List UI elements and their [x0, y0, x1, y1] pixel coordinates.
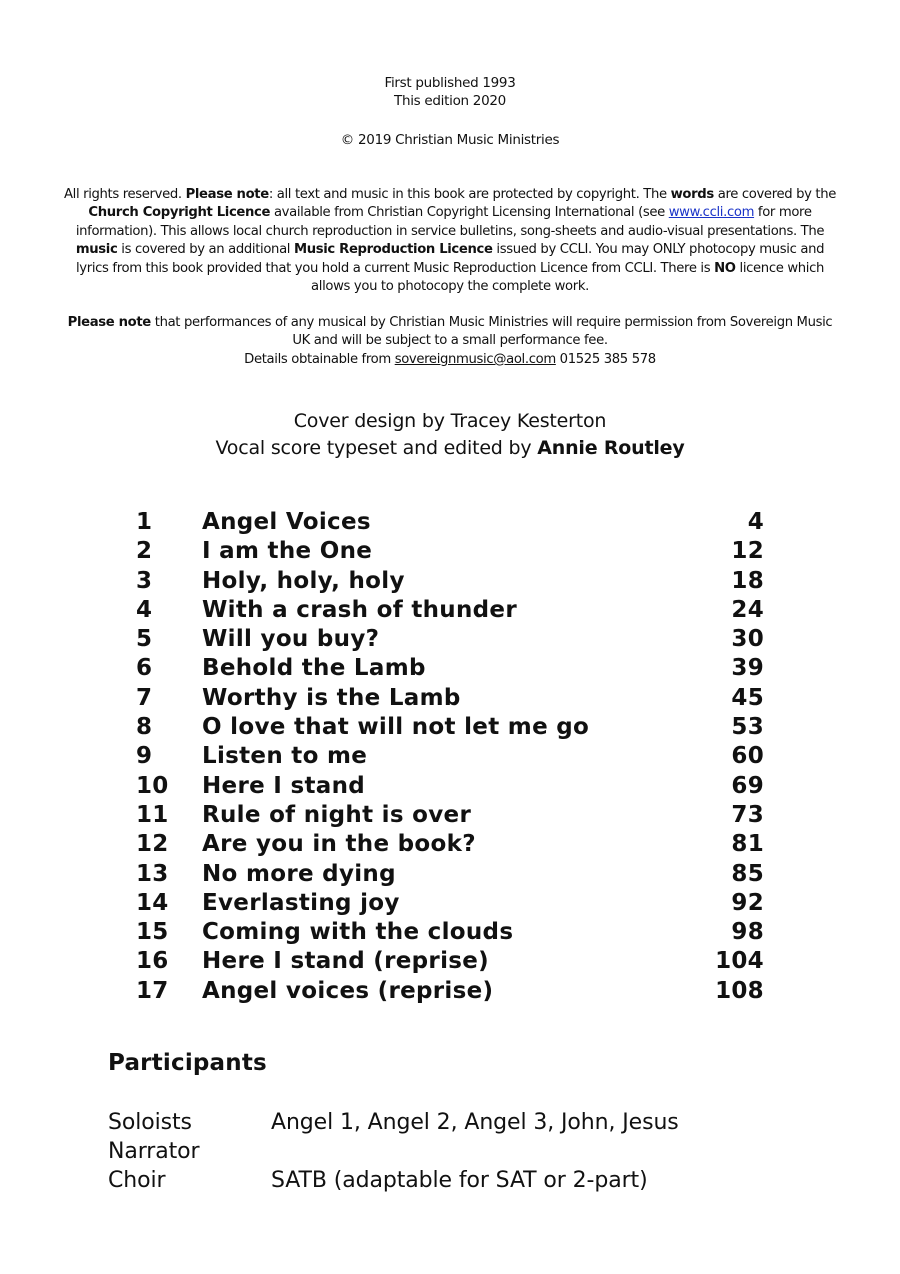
toc-title: Angel Voices	[202, 509, 371, 535]
toc-row[interactable]	[0, 508, 900, 537]
phone-number: 01525 385 578	[555, 351, 656, 367]
copyright-notice-paragraph	[60, 186, 840, 296]
toc-page-number: 24	[731, 596, 764, 623]
notice-text: for more information). This allows local church reproduction in service bulletins, song-sheets and audio-visual presentations. The	[75, 205, 825, 239]
toc-row[interactable]	[0, 537, 900, 566]
toc-page-number: 73	[731, 801, 764, 828]
ccli-link[interactable]: www.ccli.com	[668, 205, 755, 221]
table-of-contents	[0, 508, 900, 1006]
toc-title: Listen to me	[202, 743, 368, 770]
notice-emphasis: music	[75, 242, 118, 258]
credit-text: Vocal score typeset and edited by	[215, 437, 538, 459]
notice-text: is covered by an additional	[117, 242, 294, 258]
toc-number: 9	[136, 743, 153, 770]
notice-emphasis: words	[670, 187, 714, 202]
toc-row[interactable]	[0, 596, 900, 625]
toc-row[interactable]	[0, 742, 900, 771]
toc-number: 12	[136, 831, 169, 858]
toc-page-number: 30	[731, 626, 764, 653]
credits-block	[0, 408, 900, 462]
toc-number: 8	[136, 714, 153, 741]
toc-number: 5	[136, 626, 153, 653]
toc-title: Everlasting joy	[202, 889, 400, 916]
toc-number: 6	[136, 655, 153, 682]
participant-value: SATB (adaptable for SAT or 2-part)	[271, 1168, 648, 1193]
edition-text: This edition 2020	[394, 93, 506, 109]
notice-emphasis: NO	[714, 260, 736, 276]
toc-page-number: 4	[747, 509, 764, 535]
toc-row[interactable]	[0, 947, 900, 976]
toc-number: 10	[136, 772, 169, 799]
notice-text: licence which allows you to photocopy the complete work.	[311, 260, 824, 295]
toc-row[interactable]	[0, 772, 900, 801]
toc-row[interactable]	[0, 889, 900, 918]
toc-page-number: 81	[731, 831, 764, 858]
participant-label: Choir	[108, 1168, 166, 1193]
toc-number: 11	[136, 801, 169, 828]
toc-title: Coming with the clouds	[202, 919, 514, 946]
participants-heading: Participants	[108, 1050, 267, 1076]
toc-number: 17	[136, 977, 169, 1004]
toc-row[interactable]	[0, 801, 900, 830]
toc-title: Are you in the book?	[202, 831, 476, 858]
toc-title: I am the One	[202, 538, 373, 565]
toc-row[interactable]	[0, 654, 900, 683]
toc-page-number: 69	[731, 772, 764, 799]
toc-row[interactable]	[0, 567, 900, 596]
toc-page-number: 104	[715, 948, 764, 975]
toc-number: 7	[136, 684, 153, 711]
toc-page-number: 53	[731, 714, 764, 741]
toc-page-number: 39	[731, 655, 764, 682]
toc-row[interactable]	[0, 860, 900, 889]
toc-title: O love that will not let me go	[202, 714, 590, 741]
notice-text: that performances of any musical by Christian Music Ministries will require permission from Sovereign Music UK and will be subject to a small performance fee.	[150, 315, 833, 349]
editor-name: Annie Routley	[537, 437, 685, 459]
toc-row[interactable]	[0, 918, 900, 947]
toc-title: Here I stand	[202, 772, 366, 799]
toc-page-number: 108	[715, 977, 764, 1004]
toc-title: Will you buy?	[202, 626, 380, 653]
performance-notice-paragraph	[60, 314, 840, 369]
toc-title: No more dying	[202, 860, 396, 887]
toc-title: Here I stand (reprise)	[202, 948, 489, 975]
toc-title: Holy, holy, holy	[202, 567, 405, 594]
toc-number: 16	[136, 948, 169, 975]
toc-title: With a crash of thunder	[202, 596, 517, 623]
toc-title: Rule of night is over	[202, 801, 472, 828]
vocal-score-credit	[0, 435, 900, 462]
toc-row[interactable]	[0, 713, 900, 742]
notice-text: : all text and music in this book are protected by copyright. The	[268, 187, 671, 202]
toc-page-number: 45	[731, 684, 764, 711]
toc-page-number: 12	[731, 538, 764, 565]
participant-label: Soloists	[108, 1110, 192, 1135]
toc-page-number: 18	[731, 567, 764, 594]
toc-number: 15	[136, 919, 169, 946]
toc-number: 13	[136, 860, 169, 887]
toc-row[interactable]	[0, 625, 900, 654]
toc-row[interactable]	[0, 977, 900, 1006]
toc-page-number: 98	[731, 919, 764, 946]
participant-label: Narrator	[108, 1139, 200, 1164]
toc-number: 2	[136, 538, 153, 565]
notice-text: All rights reserved.	[63, 187, 186, 202]
notice-emphasis: Church Copyright Licence	[88, 205, 271, 221]
notice-text: available from Christian Copyright Licensing International (see	[270, 205, 669, 221]
toc-page-number: 92	[731, 889, 764, 916]
copyright-text: © 2019 Christian Music Ministries	[340, 132, 560, 148]
first-published-text: First published 1993	[384, 75, 516, 91]
notice-emphasis: Please note	[185, 187, 269, 202]
toc-title: Behold the Lamb	[202, 655, 426, 682]
toc-number: 3	[136, 567, 153, 594]
toc-page-number: 60	[731, 743, 764, 770]
toc-page-number: 85	[731, 860, 764, 887]
toc-number: 1	[136, 509, 153, 535]
toc-row[interactable]	[0, 684, 900, 713]
toc-number: 14	[136, 889, 169, 916]
toc-number: 4	[136, 596, 153, 623]
cover-design-credit: Cover design by Tracey Kesterton	[293, 410, 607, 432]
toc-title: Worthy is the Lamb	[202, 684, 461, 711]
toc-row[interactable]	[0, 830, 900, 859]
notice-emphasis: Music Reproduction Licence	[293, 242, 493, 258]
notice-text: issued by CCLI. You may ONLY photocopy music and lyrics from this book provided that you hold a current Music Reproduction Licence from CCLI. There is	[75, 242, 825, 276]
toc-title: Angel voices (reprise)	[202, 977, 494, 1004]
notice-emphasis: Please note	[67, 315, 151, 330]
participant-value: Angel 1, Angel 2, Angel 3, John, Jesus	[271, 1110, 679, 1135]
email-link[interactable]: sovereignmusic@aol.com	[394, 351, 556, 367]
notice-text: Details obtainable from	[244, 351, 395, 367]
notice-text: are covered by the	[713, 187, 837, 202]
